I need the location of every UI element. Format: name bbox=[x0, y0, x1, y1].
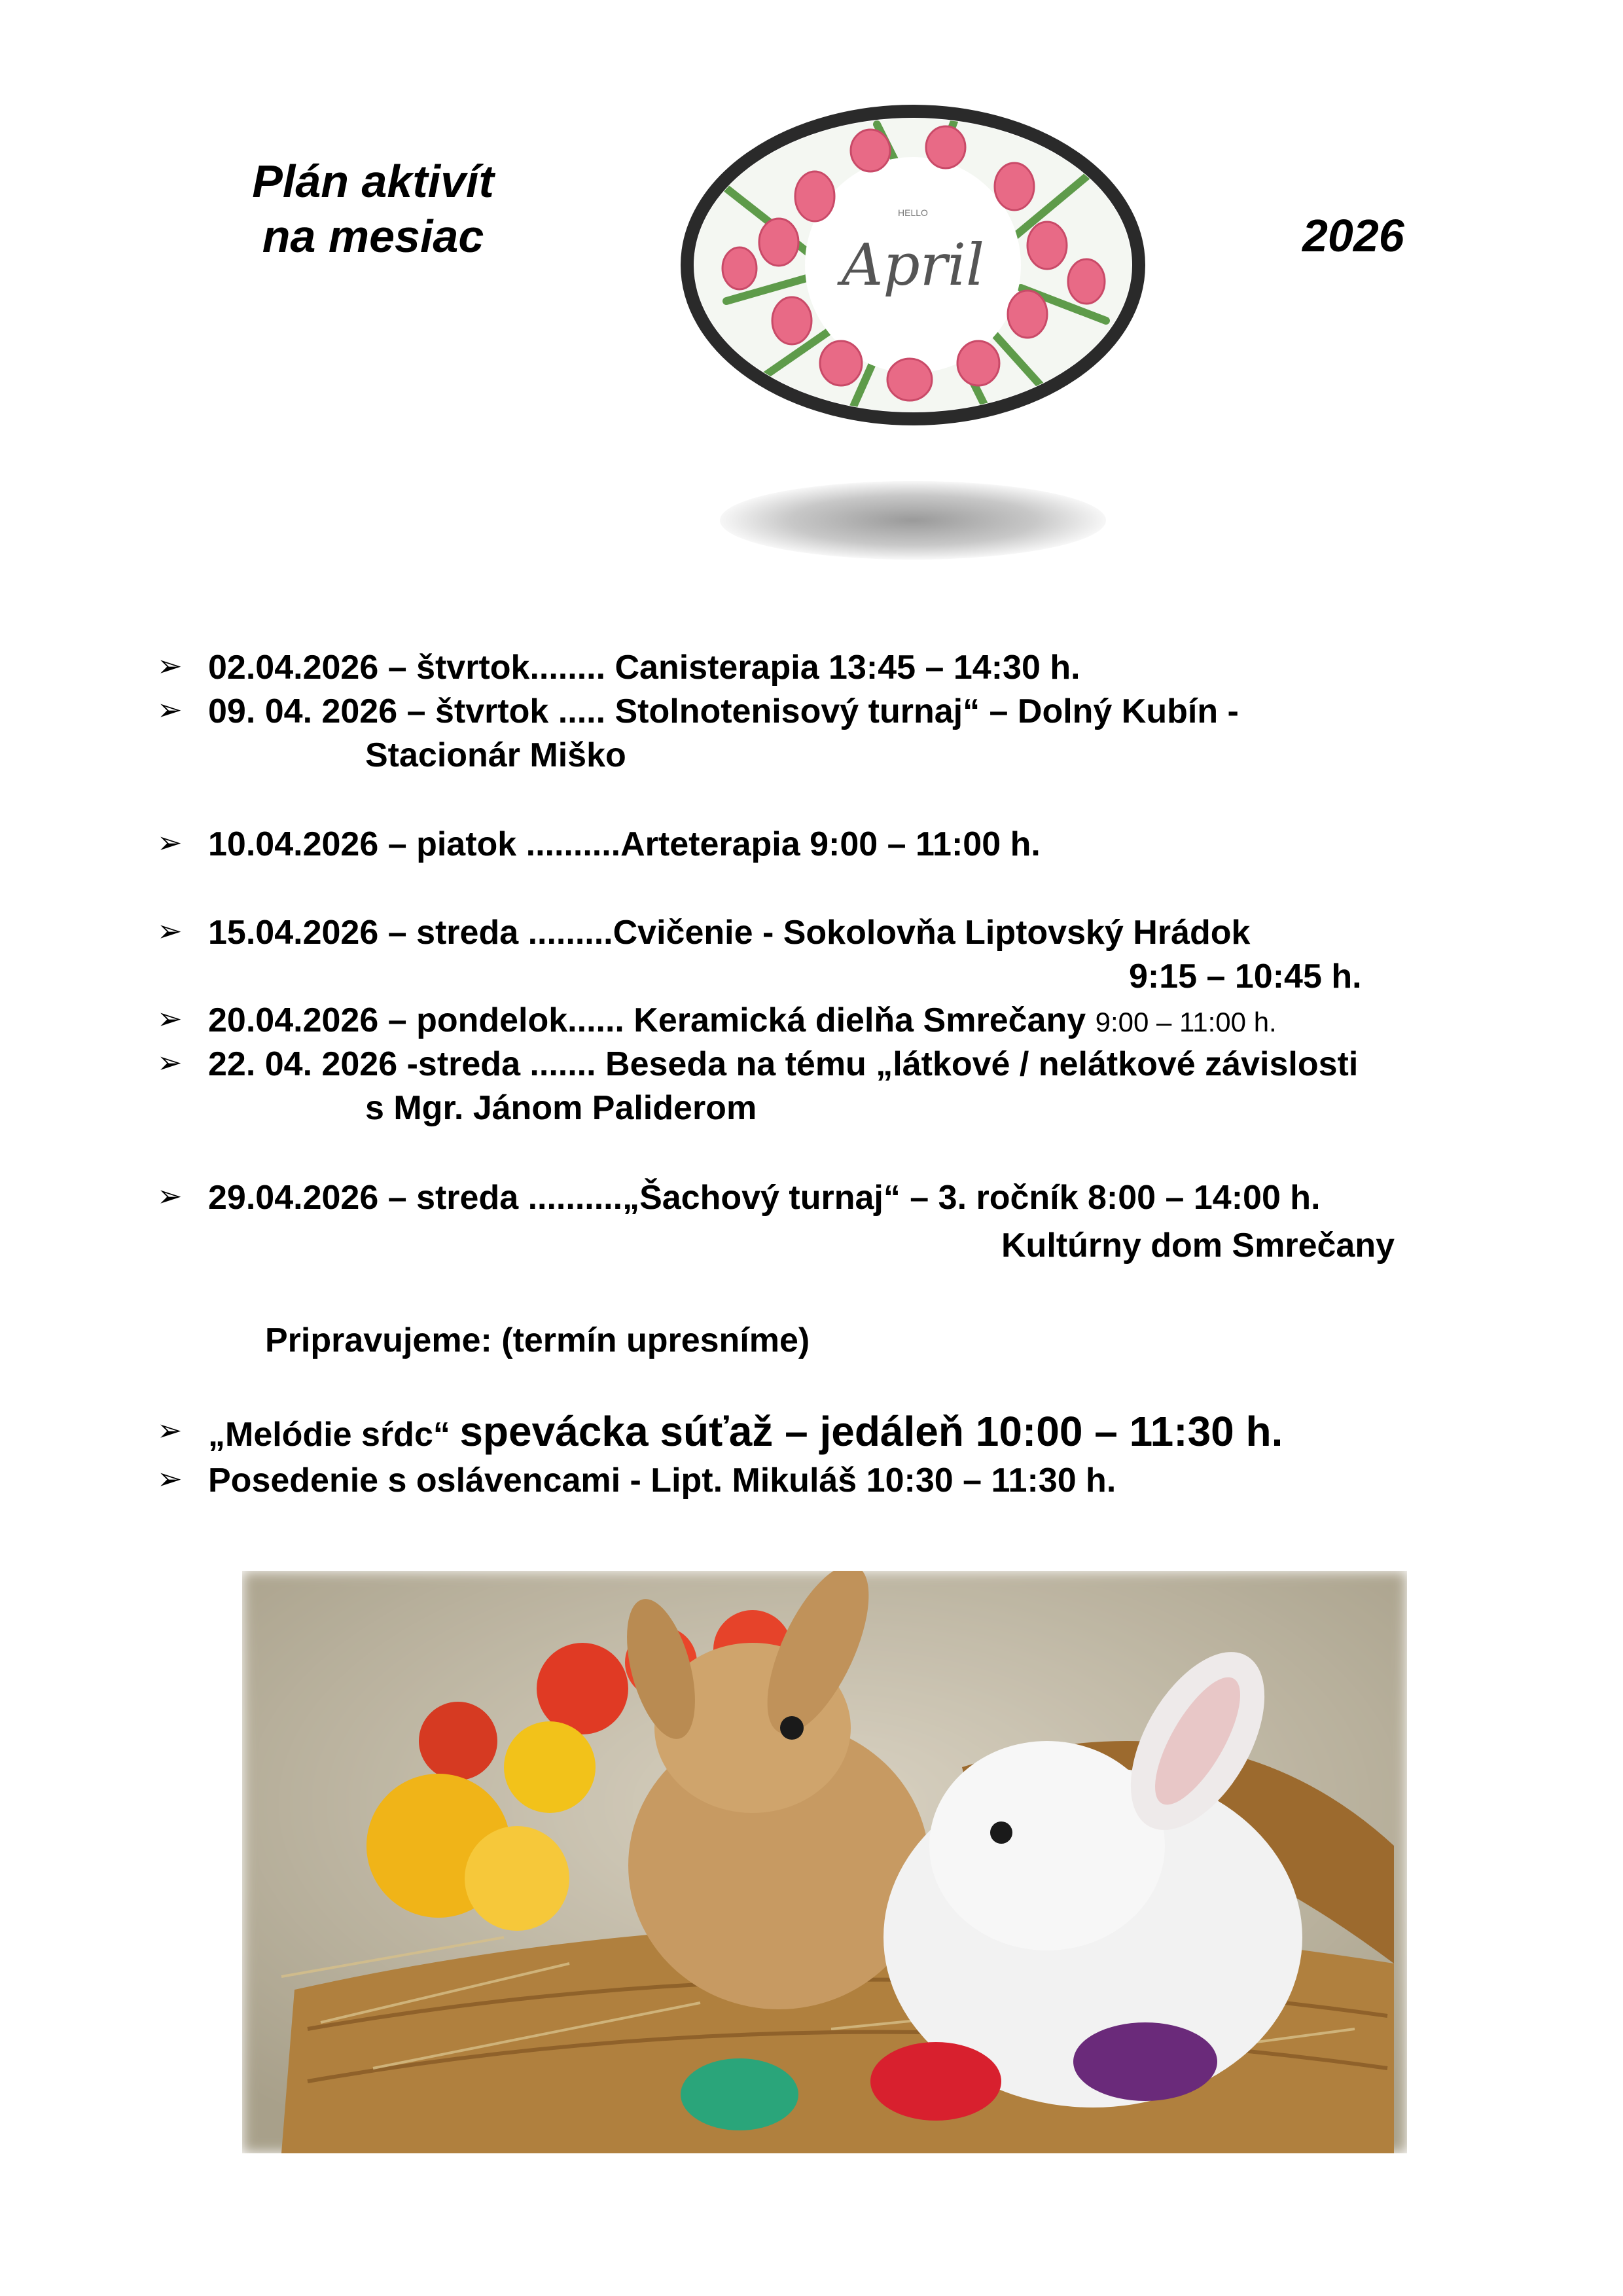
list-item-continuation: s Mgr. Jánom Paliderom bbox=[365, 1089, 757, 1127]
upcoming-heading: Pripravujeme: (termín upresníme) bbox=[265, 1321, 810, 1359]
bullet-icon: ➢ bbox=[157, 825, 183, 859]
bullet-icon: ➢ bbox=[157, 1462, 183, 1496]
bullet-icon: ➢ bbox=[157, 1179, 183, 1213]
bullet-icon: ➢ bbox=[157, 649, 183, 683]
page-title bbox=[236, 154, 510, 264]
badge-small-text: HELLO bbox=[898, 207, 928, 218]
bullet-icon: ➢ bbox=[157, 1413, 183, 1447]
bullet-icon: ➢ bbox=[157, 914, 183, 948]
title-year: 2026 bbox=[1302, 210, 1404, 261]
badge-month-text: April bbox=[841, 231, 985, 298]
bullet-icon: ➢ bbox=[157, 1001, 183, 1035]
list-item-continuation: Kultúrny dom Smrečany bbox=[1001, 1227, 1395, 1265]
list-item-continuation: Stacionár Miško bbox=[365, 736, 626, 774]
bullet-icon: ➢ bbox=[157, 1045, 183, 1079]
list-item-continuation: 9:15 – 10:45 h. bbox=[1129, 958, 1362, 996]
badge-shadow bbox=[720, 481, 1106, 560]
easter-bunnies-image bbox=[242, 1571, 1407, 2153]
april-badge-image bbox=[681, 105, 1145, 425]
bullet-icon: ➢ bbox=[157, 692, 183, 726]
title-line-2: na mesiac bbox=[262, 211, 484, 262]
title-line-1: Plán aktivít bbox=[252, 156, 494, 207]
